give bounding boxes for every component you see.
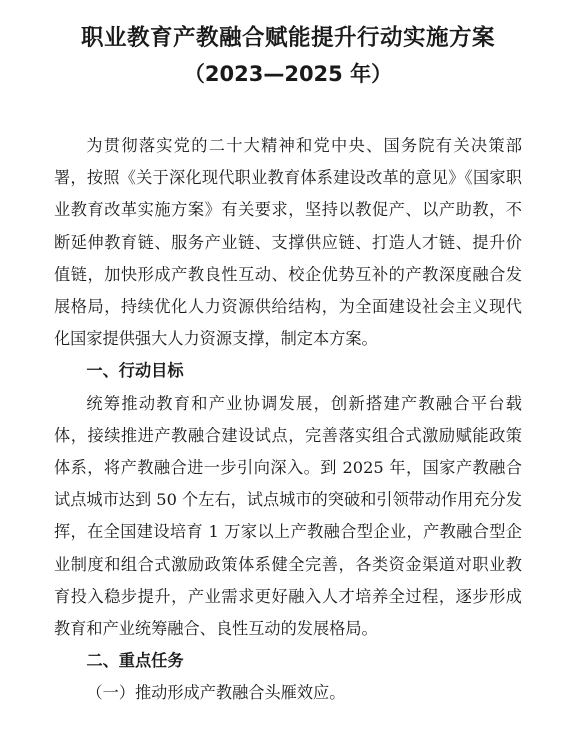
section-heading-goals: 一、行动目标 <box>86 361 184 381</box>
section-heading-tasks: 二、重点任务 <box>86 651 184 671</box>
goals-paragraph: 统筹推动教育和产业协调发展，创新搭建产教融合平台载体，接续推进产教融合建设试点，完善落实组合式激励赋能政策体系，将产教融合进一步引向深入。到 2025 年，国家产教融合试点城市达到 50 个左右，试点城市的突破和引领带动作用充分发挥，在全国建设培育 1 万家以上产教融合型企业，产教融合型企业制度和组合式激励政策体系健全完善，各类资金渠道对职业教育投入稳步提升，产业需求更好融入人才培养全过程，逐步形成教育和产业统筹融合、良性互动的发展格局。 <box>54 393 522 639</box>
document-subtitle: （2023—2025 年） <box>183 62 393 86</box>
task-item-1: （一）推动形成产教融合头雁效应。 <box>86 683 346 703</box>
intro-paragraph: 为贯彻落实党的二十大精神和党中央、国务院有关决策部署，按照《关于深化现代职业教育体系建设改革的意见》《国家职业教育改革实施方案》有关要求，坚持以教促产、以产助教，不断延伸教育链、服务产业链、支撑供应链、打造人才链、提升价值链，加快形成产教良性互动、校企优势互补的产教深度融合发展格局，持续优化人力资源供给结构，为全面建设社会主义现代化国家提供强大人力资源支撑，制定本方案。 <box>54 136 522 349</box>
document-title: 职业教育产教融合赋能提升行动实施方案 <box>80 25 495 51</box>
